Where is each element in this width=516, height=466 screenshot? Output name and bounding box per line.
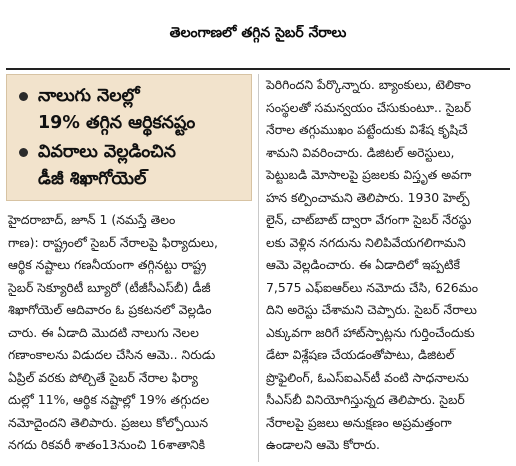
- highlight-box: [6, 74, 252, 201]
- body-line: హైదరాబాద్, జూన్ 1 (నమస్తే తెలం: [8, 212, 176, 227]
- body-line: శామని వివరించారు. డిజిటల్ అరెస్టులు,: [266, 144, 455, 160]
- body-line: ఉండాలని ఆమె కోరారు.: [266, 437, 380, 452]
- article-right-column: [266, 74, 510, 457]
- body-line: 7,575 ఎఫ్ఐఆర్‌లు నమోదు చేసి, 626మం: [266, 279, 479, 295]
- body-line: సైబర్ సెక్యూరిటీ బ్యూరో (టీజీసీఎస్‌బీ) డీజీ: [8, 279, 211, 295]
- highlight-bullet-2: [19, 139, 176, 193]
- body-line: ప్రొఫైలింగ్, ఓఎస్ఐఎన్‌టీ వంటి సాధనాలను: [266, 369, 469, 385]
- column-divider: [258, 74, 259, 462]
- body-line: గాణ): రాష్ట్రంలో సైబర్ నేరాలపై ఫిర్యాదులు,: [8, 234, 218, 250]
- body-line: పెరిగిందని పేర్కొన్నారు. బ్యాంకులు, టెలికాం: [266, 77, 471, 92]
- body-line: నగదు రికవరీ శాతం13నుంచి 16శాతానికి: [8, 437, 206, 452]
- body-line: గణాంకాలను విడుదల చేసిన ఆమె.. నిరుడు: [8, 347, 216, 362]
- highlight-1-line-1: నాలుగు నెలల్లో: [38, 86, 140, 106]
- headline: తెలంగాణలో తగ్గిన సైబర్ నేరాలు: [169, 24, 347, 41]
- body-line: ఆర్థిక నష్టాలు గణనీయంగా తగ్గినట్టు రాష్ట్ర: [8, 257, 207, 272]
- body-line: నేరాల తగ్గుముఖం పట్టేందుకు విశేష కృషిచే: [266, 122, 468, 137]
- highlight-2-line-2: డీజీ శిఖాగోయెల్: [38, 169, 147, 189]
- body-line: లైన్, చాట్‌బాట్ ద్వారా వేగంగా సైబర్ నేరస్థు: [266, 212, 472, 227]
- body-line: ఆమె వెల్లడించారు. ఈ ఏడాదిలో ఇప్పటికే: [266, 257, 460, 272]
- body-line: సంస్థలతో సమన్వయం చేసుకుంటూ.. సైబర్: [266, 99, 472, 115]
- highlight-bullet-1: [19, 83, 195, 137]
- body-line: దిని అరెస్టు చేశామని చెప్పారు. సైబర్ నేరాలు: [266, 302, 477, 317]
- body-line: డేటా విశ్లేషణ చేయడంతోపాటు, డిజిటల్: [266, 347, 455, 362]
- body-line: ఏప్రిల్ వరకు పోల్చితే సైబర్ నేరాల ఫిర్యా: [8, 369, 198, 385]
- bullet-dot-icon: [19, 92, 28, 101]
- body-line: నేరాలపై ప్రజలు అనుక్షణం అప్రమత్తంగా: [266, 414, 452, 430]
- body-line: ఎక్కువగా జరిగే హాట్‌స్పాట్లను గుర్తించేందుకు: [266, 324, 475, 340]
- body-line: శిఖాగోయెల్ ఆదివారం ఓ ప్రకటనలో వెల్లడిం: [8, 302, 212, 317]
- bullet-dot-icon: [19, 148, 28, 157]
- body-line: హన కల్పించామని తెలిపారు. 1930 హెల్ప్: [266, 189, 470, 205]
- article-left-column: [8, 209, 252, 457]
- body-line: లకు వెళ్లిన నగదును నిలిపివేయగలిగామని: [266, 234, 466, 250]
- body-line: దుల్లో 11%, ఆర్థిక నష్టాల్లో 19% తగ్గుదల: [8, 392, 210, 407]
- body-line: నమోదైందని తెలిపారు. ప్రజలు కోల్పోయిన: [8, 414, 209, 430]
- body-line: పెట్టుబడి మోసాలపై ప్రజలకు విస్తృత అవగా: [266, 167, 472, 182]
- highlight-2-line-1: వివరాలు వెల్లడించిన: [38, 142, 176, 162]
- body-line: సీఎస్‌బీ వినియోగిస్తున్నద తెలిపారు. సైబర్: [266, 392, 465, 407]
- highlight-1-line-2: 19% తగ్గిన ఆర్థికనష్టం: [38, 113, 196, 133]
- body-line: చారు. ఈ ఏడాది మొదటి నాలుగు నెలల: [8, 324, 199, 340]
- headline-rule: [6, 68, 510, 70]
